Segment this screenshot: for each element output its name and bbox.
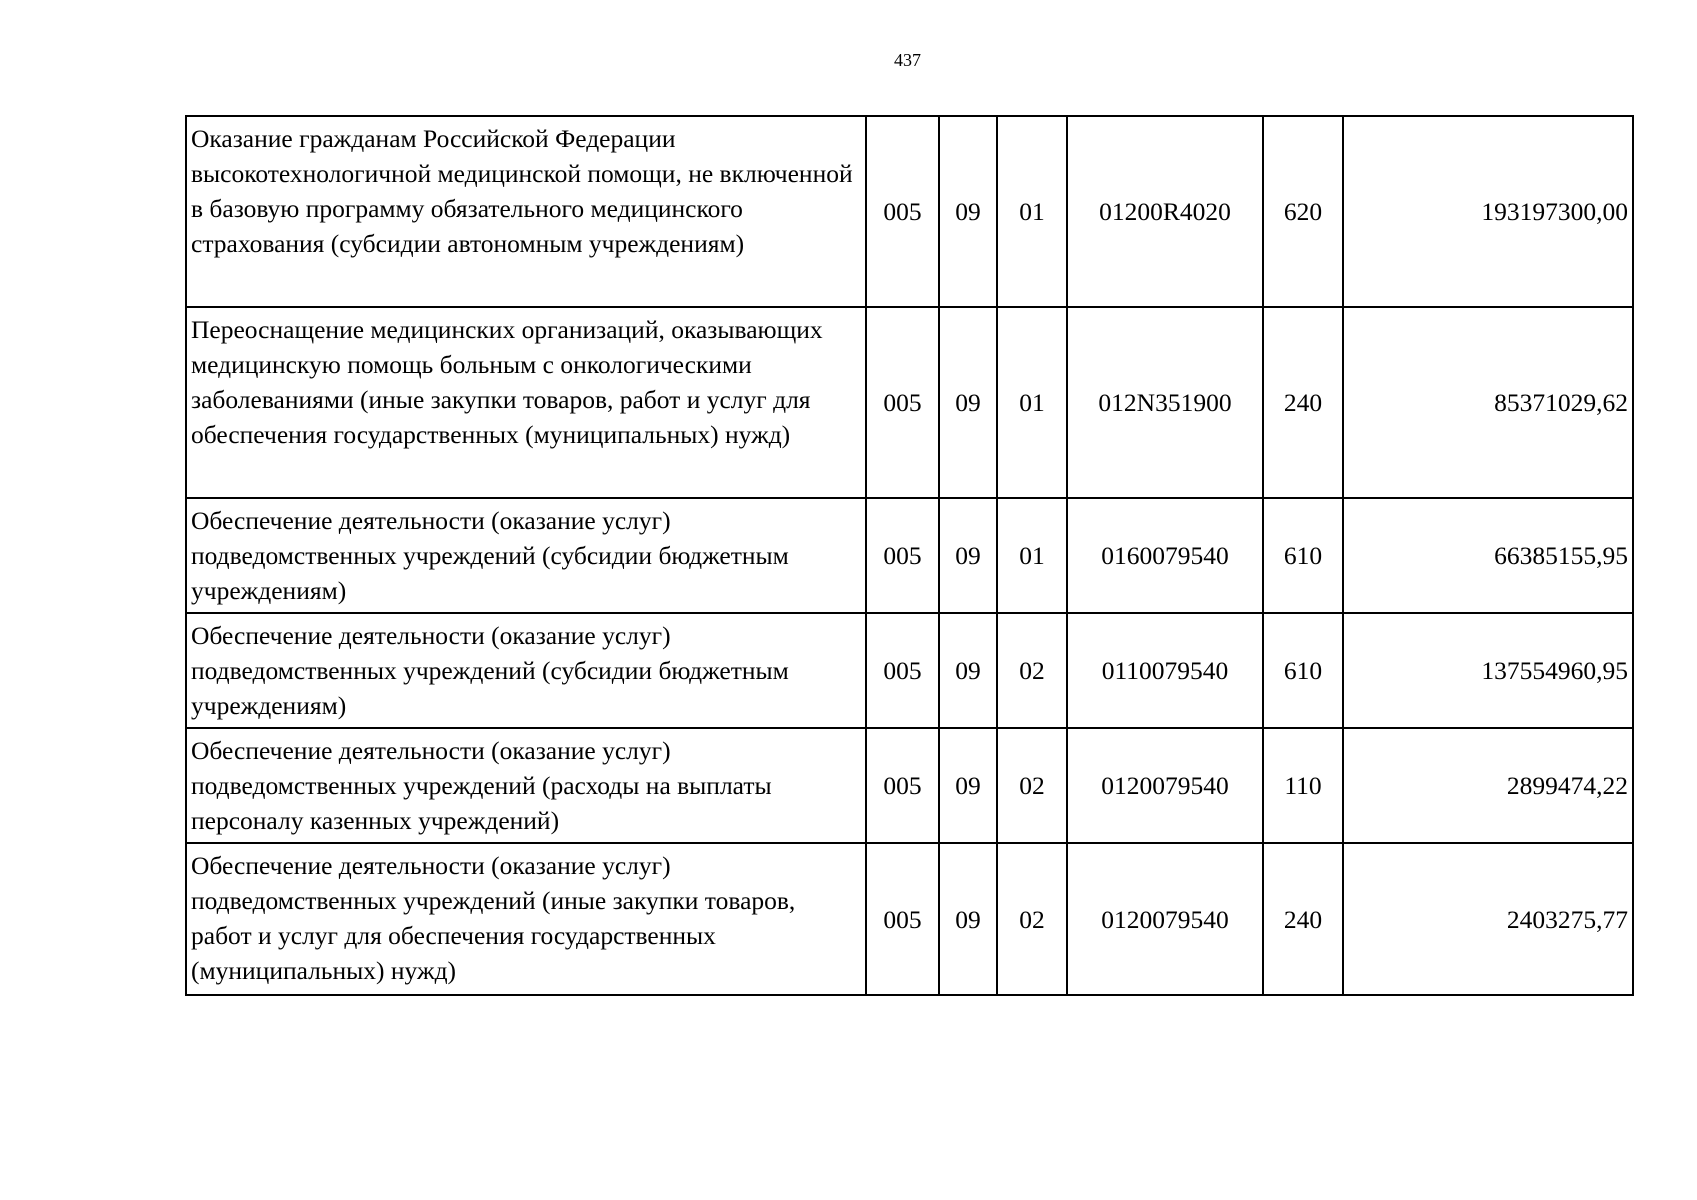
subsection-cell: 01 — [997, 498, 1067, 613]
expense-type-cell: 610 — [1263, 613, 1343, 728]
target-article-cell: 0110079540 — [1067, 613, 1263, 728]
page-number: 437 — [894, 50, 921, 70]
subsection-cell: 01 — [997, 116, 1067, 307]
grbs-cell: 005 — [866, 613, 939, 728]
row-name-cell: Обеспечение деятельности (оказание услуг) подведомственных учреждений (расходы на выплаты персоналу казенных учреждений) — [186, 728, 866, 843]
section-cell: 09 — [939, 843, 997, 995]
target-article-cell: 01200R4020 — [1067, 116, 1263, 307]
row-name-cell: Оказание гражданам Российской Федерации высокотехнологичной медицинской помощи, не включенной в базовую программу обязательного медицинского страхования (субсидии автономным учреждениям) — [186, 116, 866, 307]
amount-cell: 2403275,77 — [1343, 843, 1633, 995]
row-name-cell: Обеспечение деятельности (оказание услуг) подведомственных учреждений (субсидии бюджетным учреждениям) — [186, 613, 866, 728]
amount-cell: 193197300,00 — [1343, 116, 1633, 307]
section-cell: 09 — [939, 613, 997, 728]
section-cell: 09 — [939, 116, 997, 307]
amount-cell: 137554960,95 — [1343, 613, 1633, 728]
row-name-cell: Обеспечение деятельности (оказание услуг) подведомственных учреждений (субсидии бюджетным учреждениям) — [186, 498, 866, 613]
grbs-cell: 005 — [866, 843, 939, 995]
table-row — [186, 728, 1633, 843]
expense-type-cell: 240 — [1263, 307, 1343, 498]
amount-cell: 2899474,22 — [1343, 728, 1633, 843]
subsection-cell: 02 — [997, 728, 1067, 843]
table-row — [186, 498, 1633, 613]
amount-cell: 85371029,62 — [1343, 307, 1633, 498]
grbs-cell: 005 — [866, 498, 939, 613]
grbs-cell: 005 — [866, 307, 939, 498]
subsection-cell: 01 — [997, 307, 1067, 498]
expense-type-cell: 620 — [1263, 116, 1343, 307]
table-row — [186, 843, 1633, 995]
row-name-cell: Переоснащение медицинских организаций, оказывающих медицинскую помощь больным с онкологическими заболеваниями (иные закупки товаров, работ и услуг для обеспечения государственных (муниципальных) нужд) — [186, 307, 866, 498]
section-cell: 09 — [939, 498, 997, 613]
expense-type-cell: 240 — [1263, 843, 1343, 995]
grbs-cell: 005 — [866, 116, 939, 307]
section-cell: 09 — [939, 728, 997, 843]
table-row — [186, 116, 1633, 307]
target-article-cell: 0120079540 — [1067, 843, 1263, 995]
table-row — [186, 307, 1633, 498]
expense-type-cell: 110 — [1263, 728, 1343, 843]
amount-cell: 66385155,95 — [1343, 498, 1633, 613]
grbs-cell: 005 — [866, 728, 939, 843]
subsection-cell: 02 — [997, 843, 1067, 995]
table-row — [186, 613, 1633, 728]
target-article-cell: 0120079540 — [1067, 728, 1263, 843]
budget-table — [185, 115, 1634, 996]
expense-type-cell: 610 — [1263, 498, 1343, 613]
row-name-cell: Обеспечение деятельности (оказание услуг) подведомственных учреждений (иные закупки товаров, работ и услуг для обеспечения государственных (муниципальных) нужд) — [186, 843, 866, 995]
section-cell: 09 — [939, 307, 997, 498]
subsection-cell: 02 — [997, 613, 1067, 728]
target-article-cell: 012N351900 — [1067, 307, 1263, 498]
target-article-cell: 0160079540 — [1067, 498, 1263, 613]
